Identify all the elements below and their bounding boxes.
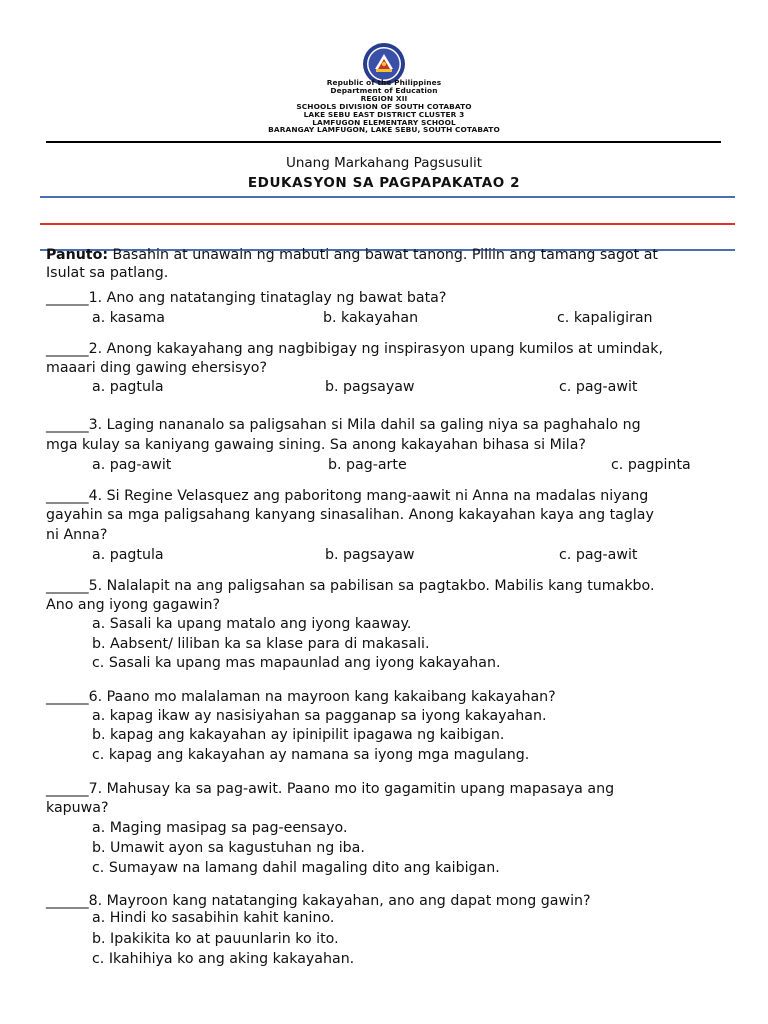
- header-line-republic: Republic of the Philippines: [326, 78, 442, 87]
- name-line-middle: [40, 223, 735, 225]
- header-line-department: Department of Education: [330, 85, 438, 95]
- question-1-choice-b: b. kakayahan: [323, 310, 419, 326]
- question-3-line-1: ______3. Laging nananalo sa paligsahan si Mila dahil sa galing niya sa paghahalo ng: [46, 417, 641, 433]
- exam-subtitle: Unang Markahang Pagsusulit: [285, 155, 483, 171]
- instructions-line-2: Isulat sa patlang.: [46, 265, 169, 281]
- header-line-division: SCHOOLS DIVISION OF SOUTH COTABATO: [296, 101, 472, 111]
- question-2-line-2: maaari ding gawing ehersisyo?: [46, 360, 268, 376]
- question-4-line-1: ______4. Si Regine Velasquez ang paboritong mang-aawit ni Anna na madalas niyang: [46, 488, 649, 504]
- header-line-region: REGION XII: [360, 93, 408, 103]
- question-6-choice-c: c. kapag ang kakayahan ay namana sa iyong mga magulang.: [92, 747, 530, 763]
- question-1-text: ______1. Ano ang natatanging tinataglay ng bawat bata?: [46, 290, 447, 306]
- question-7-line-1: ______7. Mahusay ka sa pag-awit. Paano mo ito gagamitin upang mapasaya ang: [46, 781, 615, 797]
- question-2-choice-a: a. pagtula: [92, 379, 164, 395]
- question-8-choice-b: b. Ipakikita ko at pauunlarin ko ito.: [92, 931, 339, 947]
- exam-title: EDUKASYON SA PAGPAPAKATAO 2: [247, 175, 521, 191]
- question-4-line-3: ni Anna?: [46, 527, 108, 543]
- instructions-label: Panuto:: [46, 247, 108, 263]
- question-5-line-2: Ano ang iyong gagawin?: [46, 597, 221, 613]
- question-3-line-2: mga kulay sa kaniyang gawaing sining. Sa anong kakayahan bihasa si Mila?: [46, 437, 586, 453]
- question-6-choice-b: b. kapag ang kakayahan ay ipinipilit ipagawa ng kaibigan.: [92, 727, 505, 743]
- school-header: [0, 79, 768, 134]
- instructions-line-1: [46, 246, 658, 266]
- question-3-choice-b: b. pag-arte: [328, 457, 407, 473]
- question-2-choice-c: c. pag-awit: [559, 379, 638, 395]
- question-5-choice-c: c. Sasali ka upang mas mapaunlad ang iyong kakayahan.: [92, 655, 501, 671]
- name-line-top: [40, 196, 735, 198]
- question-6-text: ______6. Paano mo malalaman na mayroon kang kakaibang kakayahan?: [46, 689, 556, 705]
- header-line-address: BARANGAY LAMFUGON, LAKE SEBU, SOUTH COTABATO: [268, 125, 500, 135]
- question-4-choice-a: a. pagtula: [92, 547, 164, 563]
- question-2-choice-b: b. pagsayaw: [325, 379, 415, 395]
- instructions-text: Basahin at unawain ng mabuti ang bawat tanong. Piliin ang tamang sagot at: [108, 247, 658, 263]
- question-5-choice-a: a. Sasali ka upang matalo ang iyong kaaway.: [92, 616, 412, 632]
- header-line-school: LAMFUGON ELEMENTARY SCHOOL: [312, 117, 456, 127]
- question-7-choice-b: b. Umawit ayon sa kagustuhan ng iba.: [92, 840, 365, 856]
- question-3-choice-c: c. pagpinta: [611, 457, 691, 473]
- question-6-choice-a: a. kapag ikaw ay nasisiyahan sa pagganap sa iyong kakayahan.: [92, 708, 547, 724]
- question-1-choice-a: a. kasama: [92, 310, 165, 326]
- question-8-text: ______8. Mayroon kang natatanging kakayahan, ano ang dapat mong gawin?: [46, 893, 591, 909]
- question-3-choice-a: a. pag-awit: [92, 457, 172, 473]
- question-2-line-1: ______2. Anong kakayahang ang nagbibigay ng inspirasyon upang kumilos at umindak,: [46, 341, 663, 357]
- question-7-choice-a: a. Maging masipag sa pag-eensayo.: [92, 820, 348, 836]
- header-divider: [46, 141, 721, 143]
- question-8-choice-a: a. Hindi ko sasabihin kahit kanino.: [92, 910, 335, 926]
- question-5-line-1: ______5. Nalalapit na ang paligsahan sa pabilisan sa pagtakbo. Mabilis kang tumakbo.: [46, 578, 655, 594]
- question-4-choice-b: b. pagsayaw: [325, 547, 415, 563]
- header-line-district: LAKE SEBU EAST DISTRICT CLUSTER 3: [303, 109, 465, 119]
- question-4-choice-c: c. pag-awit: [559, 547, 638, 563]
- question-8-choice-c: c. Ikahihiya ko ang aking kakayahan.: [92, 951, 355, 967]
- question-5-choice-b: b. Aabsent/ liliban ka sa klase para di makasali.: [92, 636, 430, 652]
- question-1-choice-c: c. kapaligiran: [557, 310, 653, 326]
- question-7-choice-c: c. Sumayaw na lamang dahil magaling dito ang kaibigan.: [92, 860, 500, 876]
- question-7-line-2: kapuwa?: [46, 800, 109, 816]
- question-4-line-2: gayahin sa mga paligsahang kanyang sinasalihan. Anong kakayahan kaya ang taglay: [46, 507, 654, 523]
